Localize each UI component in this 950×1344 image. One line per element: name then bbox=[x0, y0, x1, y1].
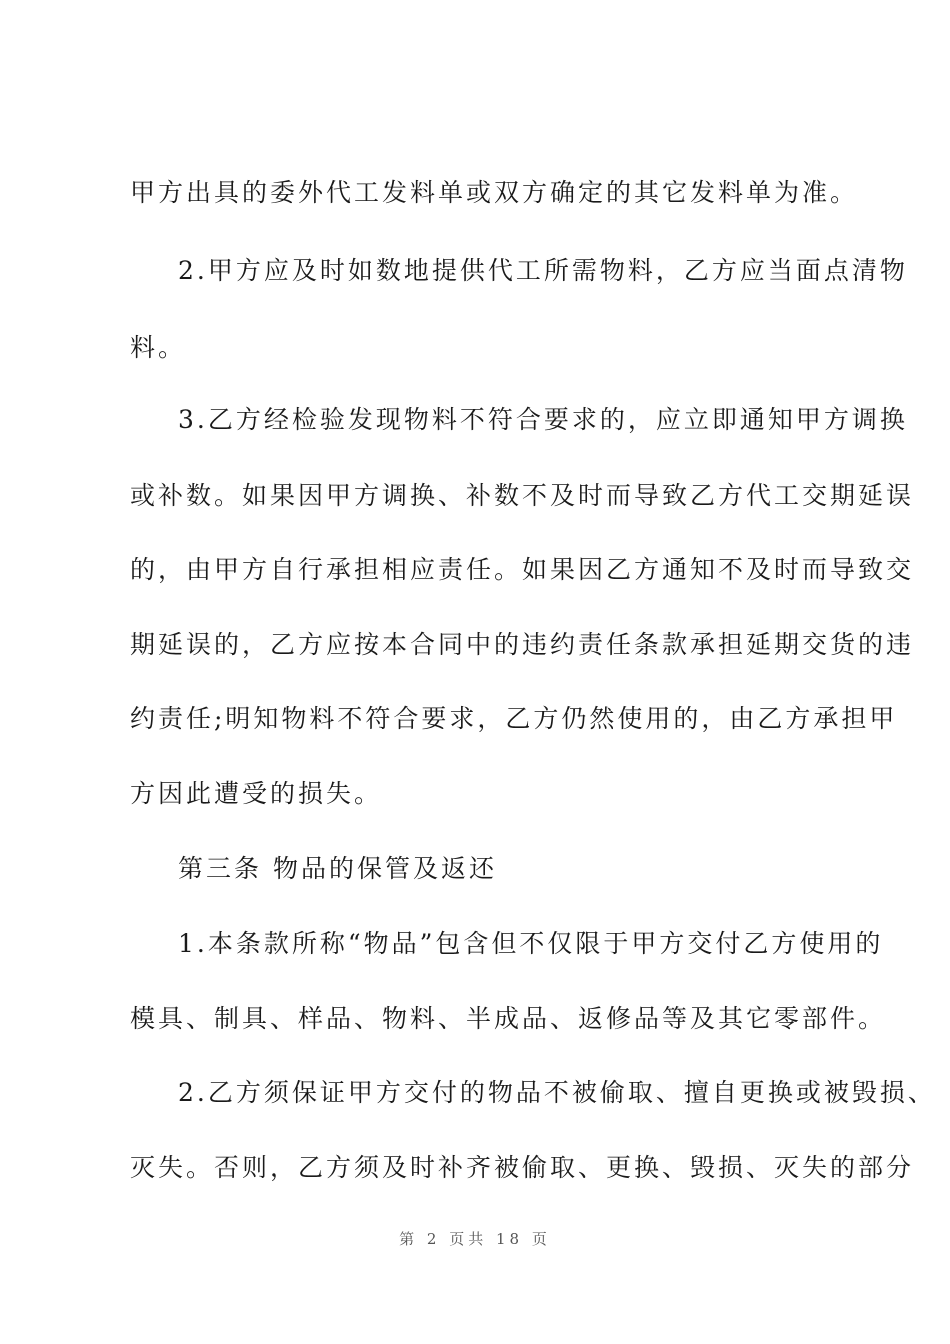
body-text-line: 或补数。如果因甲方调换、补数不及时而导致乙方代工交期延误 bbox=[130, 481, 915, 510]
page-number-footer: 第 2 页共 18 页 bbox=[399, 1230, 551, 1248]
section-heading: 第三条 物品的保管及返还 bbox=[178, 854, 497, 883]
body-text-line: 甲方出具的委外代工发料单或双方确定的其它发料单为准。 bbox=[130, 178, 859, 207]
body-text-line: 2.乙方须保证甲方交付的物品不被偷取、擅自更换或被毁损、 bbox=[178, 1078, 936, 1107]
body-text-line: 的，由甲方自行承担相应责任。如果因乙方通知不及时而导致交 bbox=[130, 555, 915, 584]
body-text-line: 2.甲方应及时如数地提供代工所需物料，乙方应当面点清物 bbox=[178, 256, 908, 285]
body-text-line: 约责任;明知物料不符合要求，乙方仍然使用的，由乙方承担甲 bbox=[130, 704, 898, 733]
body-text-line: 3.乙方经检验发现物料不符合要求的，应立即通知甲方调换 bbox=[178, 405, 908, 434]
body-text-line: 模具、制具、样品、物料、半成品、返修品等及其它零部件。 bbox=[130, 1004, 887, 1033]
body-text-line: 料。 bbox=[130, 333, 187, 362]
body-text-line: 1.本条款所称“物品”包含但不仅限于甲方交付乙方使用的 bbox=[178, 929, 884, 958]
body-text-line: 灭失。否则，乙方须及时补齐被偷取、更换、毁损、灭失的部分 bbox=[130, 1153, 915, 1182]
body-text-line: 方因此遭受的损失。 bbox=[130, 779, 383, 808]
body-text-line: 期延误的，乙方应按本合同中的违约责任条款承担延期交货的违 bbox=[130, 630, 915, 659]
